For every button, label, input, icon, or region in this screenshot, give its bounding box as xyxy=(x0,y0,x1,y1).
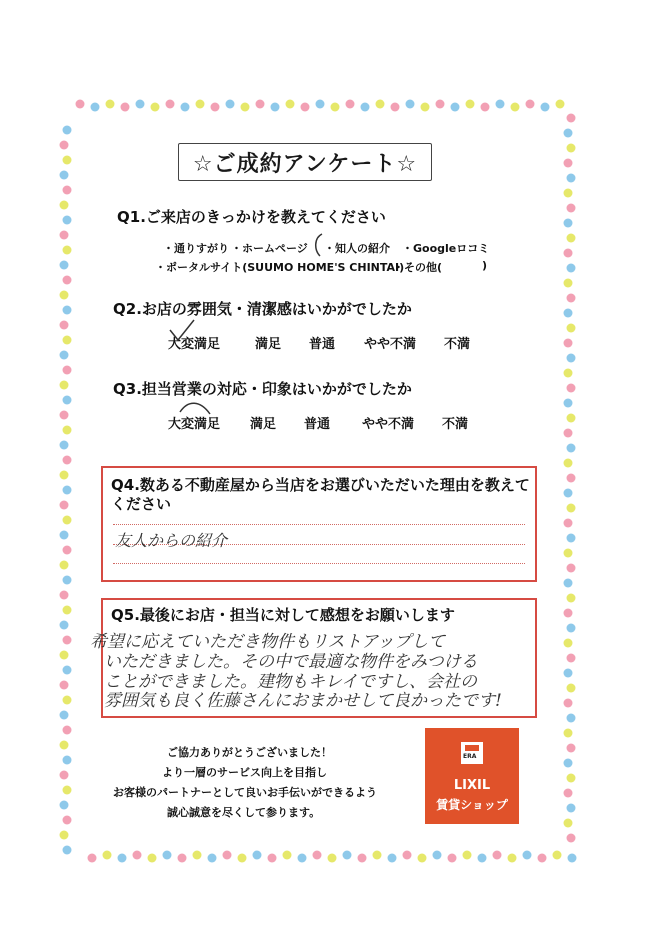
border-dot xyxy=(271,103,280,112)
border-dot xyxy=(328,854,337,863)
border-dot xyxy=(163,851,172,860)
border-dot xyxy=(567,234,576,243)
border-dot xyxy=(60,141,69,150)
border-dot xyxy=(541,103,550,112)
border-dot xyxy=(181,103,190,112)
title-text: ☆ご成約アンケート☆ xyxy=(192,151,418,177)
border-dot xyxy=(567,564,576,573)
border-dot xyxy=(88,854,97,863)
border-dot xyxy=(286,100,295,109)
border-dot xyxy=(63,786,72,795)
q5-answer-line[interactable]: 雰囲気も良く佐藤さんにおまかせして良かったです! xyxy=(104,691,502,711)
border-dot xyxy=(564,819,573,828)
border-dot xyxy=(133,851,142,860)
border-dot xyxy=(136,100,145,109)
q3-option-dissatisfied[interactable]: 不満 xyxy=(442,417,469,432)
border-dot xyxy=(301,103,310,112)
border-dot xyxy=(91,103,100,112)
border-dot xyxy=(564,519,573,528)
border-dot xyxy=(567,324,576,333)
border-dot xyxy=(63,456,72,465)
border-dot xyxy=(63,576,72,585)
border-dot xyxy=(564,789,573,798)
border-dot xyxy=(564,699,573,708)
border-dot xyxy=(481,103,490,112)
border-dot xyxy=(526,100,535,109)
thanks-line: より一層のサービス向上を目指し xyxy=(162,766,327,779)
border-dot xyxy=(63,756,72,765)
border-dot xyxy=(567,114,576,123)
border-dot xyxy=(60,771,69,780)
border-dot xyxy=(567,594,576,603)
border-dot xyxy=(556,100,565,109)
border-dot xyxy=(60,171,69,180)
border-dot xyxy=(118,854,127,863)
border-dot xyxy=(523,851,532,860)
border-dot xyxy=(63,396,72,405)
border-dot xyxy=(63,246,72,255)
border-dot xyxy=(567,684,576,693)
border-dot xyxy=(567,204,576,213)
border-dot xyxy=(567,414,576,423)
border-dot xyxy=(63,336,72,345)
border-dot xyxy=(418,854,427,863)
border-dot xyxy=(60,651,69,660)
border-dot xyxy=(60,321,69,330)
border-dot xyxy=(148,854,157,863)
border-dot xyxy=(106,100,115,109)
border-dot xyxy=(63,546,72,555)
border-dot xyxy=(567,534,576,543)
q1-question: Q1.ご来店のきっかけを教えてください xyxy=(117,208,386,226)
border-dot xyxy=(508,854,517,863)
border-dot xyxy=(298,854,307,863)
q4-question-continued: ください xyxy=(111,495,172,513)
border-dot xyxy=(466,100,475,109)
border-dot xyxy=(241,103,250,112)
border-dot xyxy=(567,354,576,363)
border-dot xyxy=(493,851,502,860)
q1-option-other-close: ) xyxy=(482,259,488,272)
border-dot xyxy=(331,103,340,112)
border-dot xyxy=(63,666,72,675)
border-dot xyxy=(564,129,573,138)
q1-option-google[interactable]: ・Googleロコミ xyxy=(402,242,490,255)
border-dot xyxy=(60,681,69,690)
border-dot xyxy=(60,441,69,450)
border-dot xyxy=(403,851,412,860)
border-dot xyxy=(76,100,85,109)
border-dot xyxy=(567,624,576,633)
border-dot xyxy=(564,549,573,558)
border-dot xyxy=(567,654,576,663)
q2-option-somewhat-dissatisfied[interactable]: やや不満 xyxy=(364,337,417,352)
logo-subtitle: 賃貸ショップ xyxy=(436,798,508,812)
border-dot xyxy=(316,100,325,109)
border-dot xyxy=(166,100,175,109)
border-dot xyxy=(564,459,573,468)
thanks-line: ご協力ありがとうございました！ xyxy=(167,746,332,759)
border-dot xyxy=(567,834,576,843)
q5-answer-line[interactable]: いただきました。その中で最適な物件をみつける xyxy=(104,652,478,672)
border-dot xyxy=(567,144,576,153)
border-dot xyxy=(193,851,202,860)
q1-option-homepage[interactable]: ・ホームページ xyxy=(231,242,308,255)
border-dot xyxy=(63,276,72,285)
border-dot xyxy=(60,411,69,420)
logo-brand: LIXIL xyxy=(453,778,491,793)
q2-option-dissatisfied[interactable]: 不満 xyxy=(444,337,471,352)
border-dot xyxy=(211,103,220,112)
q2-question: Q2.お店の雰囲気・清潔感はいかがでしたか xyxy=(113,300,412,318)
q3-option-very-satisfied[interactable]: 大変満足 xyxy=(168,417,221,432)
border-dot xyxy=(406,100,415,109)
border-dot xyxy=(63,726,72,735)
border-dot xyxy=(60,801,69,810)
border-dot xyxy=(60,261,69,270)
border-dot xyxy=(60,741,69,750)
border-dot xyxy=(226,100,235,109)
border-dot xyxy=(564,279,573,288)
thanks-line: お客様のパートナーとして良いお手伝いができるよう xyxy=(113,786,377,799)
q4-answer-box xyxy=(101,466,537,582)
border-dot xyxy=(376,100,385,109)
q4-answer[interactable]: 友人からの紹介 xyxy=(115,531,228,550)
q3-question: Q3.担当営業の対応・印象はいかがでしたか xyxy=(113,380,412,398)
q2-option-normal[interactable]: 普通 xyxy=(309,337,336,352)
border-dot xyxy=(478,854,487,863)
border-dot xyxy=(564,639,573,648)
border-dot xyxy=(63,366,72,375)
q1-option-other[interactable]: ・その他( xyxy=(393,261,443,274)
border-dot xyxy=(121,103,130,112)
border-dot xyxy=(60,291,69,300)
border-dot xyxy=(223,851,232,860)
border-dot xyxy=(496,100,505,109)
border-dot xyxy=(564,669,573,678)
border-dot xyxy=(421,103,430,112)
border-dot xyxy=(361,103,370,112)
check-mark-icon xyxy=(178,398,214,422)
page-title xyxy=(178,143,432,181)
q4-question: Q4.数ある不動産屋から当店をお選びいただいた理由を教えて xyxy=(111,476,530,494)
border-dot xyxy=(358,854,367,863)
border-dot xyxy=(313,851,322,860)
border-dot xyxy=(567,474,576,483)
q1-option-passing[interactable]: ・通りすがり xyxy=(163,242,229,255)
border-dot xyxy=(436,100,445,109)
border-dot xyxy=(63,696,72,705)
border-dot xyxy=(178,854,187,863)
border-dot xyxy=(564,609,573,618)
q5-answer-line[interactable]: ことができました。建物もキレイですし、会社の xyxy=(104,672,477,692)
house-icon xyxy=(461,742,483,764)
border-dot xyxy=(564,579,573,588)
border-dot xyxy=(451,103,460,112)
border-dot xyxy=(511,103,520,112)
q1-option-referral[interactable]: ・知人の紹介 xyxy=(324,242,390,255)
border-dot xyxy=(63,636,72,645)
border-dot xyxy=(567,174,576,183)
q5-question: Q5.最後にお店・担当に対して感想をお願いします xyxy=(111,606,455,624)
border-dot xyxy=(60,471,69,480)
border-dot xyxy=(256,100,265,109)
logo-badge: ERA xyxy=(463,753,477,760)
border-dot xyxy=(63,486,72,495)
answer-line xyxy=(113,563,525,564)
check-mark-icon xyxy=(312,232,342,262)
border-dot xyxy=(564,429,573,438)
border-dot xyxy=(60,561,69,570)
q2-option-satisfied[interactable]: 満足 xyxy=(255,337,282,352)
border-dot xyxy=(60,201,69,210)
border-dot xyxy=(567,384,576,393)
border-dot xyxy=(268,854,277,863)
border-dot xyxy=(448,854,457,863)
border-dot xyxy=(433,851,442,860)
border-dot xyxy=(63,216,72,225)
border-dot xyxy=(196,100,205,109)
border-dot xyxy=(567,804,576,813)
border-dot xyxy=(63,816,72,825)
border-dot xyxy=(564,309,573,318)
border-dot xyxy=(564,159,573,168)
q3-option-normal[interactable]: 普通 xyxy=(304,417,331,432)
border-dot xyxy=(346,100,355,109)
border-dot xyxy=(567,294,576,303)
border-dot xyxy=(63,126,72,135)
q3-option-satisfied[interactable]: 満足 xyxy=(250,417,277,432)
border-dot xyxy=(63,186,72,195)
border-dot xyxy=(463,851,472,860)
border-dot xyxy=(567,744,576,753)
thanks-line: 誠心誠意を尽くして参ります。 xyxy=(167,806,321,819)
border-dot xyxy=(63,606,72,615)
border-dot xyxy=(60,591,69,600)
border-dot xyxy=(373,851,382,860)
border-dot xyxy=(60,351,69,360)
border-dot xyxy=(60,621,69,630)
border-dot xyxy=(391,103,400,112)
border-dot xyxy=(538,854,547,863)
lixil-logo xyxy=(425,728,519,824)
border-dot xyxy=(60,381,69,390)
border-dot xyxy=(388,854,397,863)
border-dot xyxy=(63,426,72,435)
border-dot xyxy=(63,156,72,165)
border-dot xyxy=(564,369,573,378)
answer-line xyxy=(113,524,525,525)
border-dot xyxy=(567,714,576,723)
q3-option-somewhat-dissatisfied[interactable]: やや不満 xyxy=(362,417,415,432)
border-dot xyxy=(60,711,69,720)
border-dot xyxy=(564,219,573,228)
border-dot xyxy=(60,501,69,510)
border-dot xyxy=(63,306,72,315)
border-dot xyxy=(564,729,573,738)
border-dot xyxy=(283,851,292,860)
border-dot xyxy=(63,846,72,855)
border-dot xyxy=(151,103,160,112)
border-dot xyxy=(238,854,247,863)
border-dot xyxy=(567,774,576,783)
q5-answer-line[interactable]: 希望に応えていただき物件もリストアップして xyxy=(90,632,445,652)
border-dot xyxy=(553,851,562,860)
border-dot xyxy=(564,339,573,348)
border-dot xyxy=(567,264,576,273)
border-dot xyxy=(564,489,573,498)
check-mark-icon xyxy=(168,318,198,348)
border-dot xyxy=(564,249,573,258)
border-dot xyxy=(343,851,352,860)
border-dot xyxy=(60,531,69,540)
border-dot xyxy=(564,759,573,768)
border-dot xyxy=(63,516,72,525)
border-dot xyxy=(208,854,217,863)
q2-option-very-satisfied[interactable]: 大変満足 xyxy=(168,337,221,352)
border-dot xyxy=(564,399,573,408)
q1-option-portal[interactable]: ・ポータルサイト(SUUMO HOME'S CHINTAI) xyxy=(155,261,405,274)
border-dot xyxy=(60,231,69,240)
border-dot xyxy=(60,831,69,840)
border-dot xyxy=(103,851,112,860)
border-dot xyxy=(567,504,576,513)
border-dot xyxy=(564,189,573,198)
border-dot xyxy=(253,851,262,860)
border-dot xyxy=(568,854,577,863)
border-dot xyxy=(567,444,576,453)
